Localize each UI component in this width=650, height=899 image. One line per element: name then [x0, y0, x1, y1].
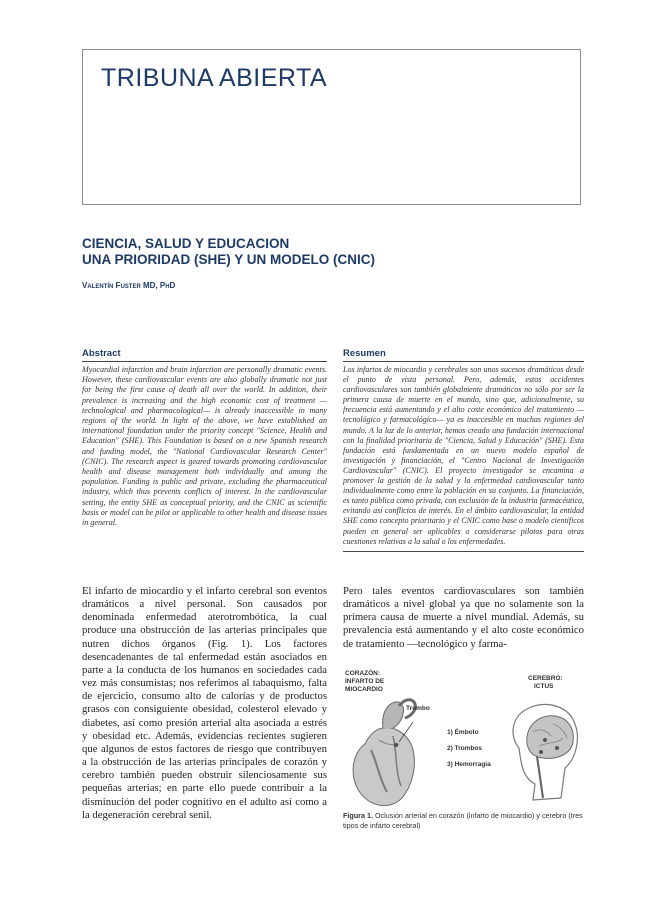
figure-label-heart: CORAZÓN: INFARTO DE MIOCARDIO — [345, 670, 385, 693]
author-name: Valentín Fuster MD, PhD — [82, 281, 176, 290]
abstract-text: Myocardial infarction and brain infarction are personally dramatic events. However, these cardiovascular events are also globally dramatic not just for being the first cause of death all over the world. In addition, their prevalence is increasing and the high economic cost of treatment —technological and pharmacological— is already inaccessible in many regions of the world. In light of the above, we have established an international foundation under the priority concept "Science, Health and Education" (SHE). This Foundation is based on a new Spanish research and funding model, the "National Cardiovascular Research Center" (CNIC). The research aspect is geared towards promoting cardiovascular health and disease management both individually and among the population. Funding is public and private, excluding the pharmaceutical industry, which thus prevents conflicts of interest. In the cardiovascular setting, the entity SHE as conceptual priority, and the CNIC as scientific basis or model can be pilot or applicable to other health and disease issues in general. — [82, 365, 327, 528]
article-title-line2: UNA PRIORIDAD (SHE) Y UN MODELO (CNIC) — [82, 252, 376, 267]
abstract-heading: Abstract — [82, 348, 327, 362]
figure-caption-text: Oclusión arterial en corazón (infarto de miocardio) y cerebro (tres tipos de infarto cerebral) — [343, 811, 583, 830]
resumen-text: Los infartos de miocardio y cerebrales son unos sucesos dramáticos desde el punto de vista personal. Pero, además, estos accidentes cardiovasculares son también globalmente dramáticos no sólo por ser la primera causa de muerte en el mundo, sino que, adicionalmente, su frecuencia está aumentando y el alto coste económico del tratamiento —tecnológico y farmacológico— ya es inaccesible en muchas regiones del mundo. A la luz de lo anterior, hemos creado una fundación internacional con la finalidad prioritaria de "Ciencia, Salud y Educación" (SHE). Esta fundación está fundamentada en un nuevo modelo español de investigación y financiación, el "Centro Nacional de Investigación Cardiovascular" (CNIC). El proyecto investigador se encamina a promover la gestión de la salud y la enfermedad cardiovascular tanto individualmente como entre la población en su conjunto. La financiación, es tanto pública como privada, con exclusión de la industria farmacéutica, evitando así conflictos de interés. En el ámbito cardiovascular, la entidad SHE como concepto prioritario y el CNIC como base o modelo científicos pueden en general ser aplicables o considerarse pilotos para otras cuestiones relativas a la salud o los enfermedades. — [343, 365, 584, 546]
brain-illustration — [513, 705, 577, 800]
abstract-english — [82, 348, 327, 528]
figure-list-item-2: 2) Trombos — [447, 745, 483, 752]
article-title-line1: CIENCIA, SALUD Y EDUCACION — [82, 236, 290, 251]
abstract-spanish — [343, 348, 584, 552]
resumen-bottom-rule — [343, 551, 584, 552]
figure-label-brain: CEREBRO: ICTUS — [528, 675, 563, 690]
figure-list-item-3: 3) Hemorragia — [447, 761, 491, 768]
section-title: TRIBUNA ABIERTA — [101, 64, 328, 92]
article-title — [82, 236, 375, 268]
body-column-right: Pero tales eventos cardiovasculares son también dramáticos a nivel global ya que no solamente son la primera causa de muerte a nivel mundial. Además, su prevalencia está aumentando y el alto coste económico de tratamiento —tecnológico y farma- — [343, 585, 584, 650]
heart-illustration — [353, 700, 415, 806]
section-banner — [82, 49, 581, 205]
resumen-heading: Resumen — [343, 348, 584, 362]
figure-caption — [343, 811, 584, 831]
body-column-left: El infarto de miocardio y el infarto cerebral son eventos dramáticos a nivel personal. Son causados por denominada enfermedad aterotrombótica, la cual produce una obstrucción de las arterias principales que nutren dichos órganos (Fig. 1). Los factores desencadenantes de tal enfermedad están asociados en parte a la conducta de los humanos en sociedades cada vez más consumistas; nos referimos al tabaquismo, falta de ejercicio, consumo alto de calorías y de productos grasos con consiguiente obesidad, colesterol elevado y diabetes, así como presión arterial alta asociada a estrés y obesidad etc. Además, evidencias recientes sugieren que algunos de estos factores de riesgo que contribuyen a la obstrucción de las arterias principales de corazón y cerebro también pueden obstruir silenciosamente sus pequeñas arterias; en parte ello puede contribuir a la disminución del poder cognitivo en el adulto así como a la degeneración cerebral senil. — [82, 585, 327, 821]
figure-list-item-1: 1) Émbolo — [447, 729, 479, 736]
figure-label-trombo: Trombo — [406, 705, 430, 712]
figure-caption-label: Figura 1. — [343, 811, 373, 820]
